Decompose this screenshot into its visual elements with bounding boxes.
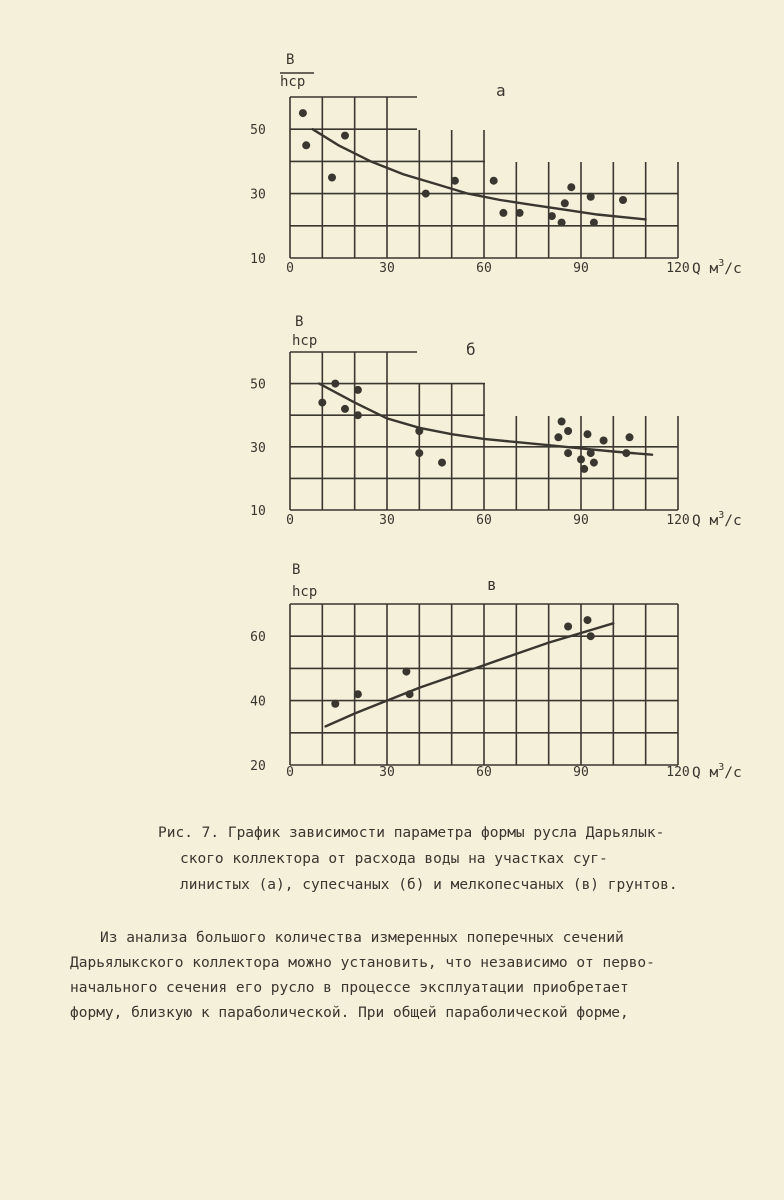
- body-paragraph: [70, 926, 770, 1026]
- data-point: [564, 623, 572, 631]
- x-tick-label: 30: [379, 513, 395, 528]
- data-point: [577, 455, 585, 463]
- caption-line: ского коллектора от расхода воды на участках суг-: [180, 851, 608, 867]
- trend-curve: [326, 623, 614, 726]
- data-point: [490, 177, 498, 185]
- data-point: [558, 418, 566, 426]
- data-point: [499, 209, 507, 217]
- data-point: [302, 141, 310, 149]
- y-tick-label: 10: [250, 504, 266, 519]
- data-point: [318, 399, 326, 407]
- y-axis-label-denominator: hср: [292, 333, 318, 349]
- data-point: [422, 190, 430, 198]
- y-tick-label: 20: [250, 759, 266, 774]
- y-tick-label: 50: [250, 123, 266, 139]
- data-point: [587, 449, 595, 457]
- y-tick-label: 10: [250, 252, 266, 267]
- data-point: [354, 386, 362, 394]
- data-point: [415, 449, 423, 457]
- data-point: [554, 433, 562, 441]
- y-tick-label: 30: [250, 187, 266, 203]
- x-tick-label: 0: [286, 261, 294, 276]
- data-point: [580, 465, 588, 473]
- y-tick-label: 40: [250, 694, 266, 710]
- x-tick-label: 120: [666, 513, 690, 528]
- caption-line: линистых (а), супесчаных (б) и мелкопесчаных (в) грунтов.: [180, 877, 678, 893]
- x-tick-label: 90: [573, 513, 589, 528]
- panel-label: б: [466, 340, 476, 359]
- data-point: [567, 183, 575, 191]
- paragraph-line: форму, близкую к параболической. При общей параболической форме,: [70, 1005, 629, 1021]
- y-axis-label-denominator: hср: [280, 74, 306, 90]
- x-tick-label: 90: [573, 765, 589, 780]
- x-tick-label: 120: [666, 765, 690, 780]
- data-point: [354, 411, 362, 419]
- data-point: [564, 427, 572, 435]
- data-point: [561, 199, 569, 207]
- y-tick-label: 30: [250, 440, 266, 456]
- data-point: [328, 174, 336, 182]
- data-point: [564, 449, 572, 457]
- data-point: [590, 459, 598, 467]
- data-point: [451, 177, 459, 185]
- x-axis-label: Q $м^3/с$: [692, 510, 742, 529]
- x-tick-label: 90: [573, 261, 589, 276]
- y-axis-label-numerator: В: [295, 314, 304, 330]
- data-point: [584, 430, 592, 438]
- panel-label: в: [487, 575, 497, 594]
- data-point: [299, 109, 307, 117]
- paragraph-line: начального сечения его русло в процессе эксплуатации приобретает: [70, 980, 629, 996]
- data-point: [584, 616, 592, 624]
- y-tick-label: 50: [250, 377, 266, 393]
- y-tick-label: 60: [250, 630, 266, 646]
- data-point: [590, 219, 598, 227]
- data-point: [600, 437, 608, 445]
- data-point: [587, 193, 595, 201]
- x-tick-label: 60: [476, 513, 492, 528]
- y-axis-label-numerator: В: [286, 52, 295, 68]
- data-point: [558, 219, 566, 227]
- data-point: [415, 427, 423, 435]
- data-point: [341, 132, 349, 140]
- y-axis-label-numerator: В: [292, 562, 301, 578]
- data-point: [619, 196, 627, 204]
- x-axis-label: Q $м^3/с$: [692, 258, 742, 277]
- data-point: [622, 449, 630, 457]
- data-point: [341, 405, 349, 413]
- data-point: [406, 690, 414, 698]
- figure-caption: [158, 820, 758, 898]
- data-point: [438, 459, 446, 467]
- data-point: [354, 690, 362, 698]
- data-point: [331, 700, 339, 708]
- paragraph-line: Из анализа большого количества измеренных поперечных сечений: [100, 930, 624, 946]
- data-point: [587, 632, 595, 640]
- data-point: [626, 433, 634, 441]
- x-tick-label: 60: [476, 765, 492, 780]
- trend-curve: [313, 129, 646, 219]
- data-point: [516, 209, 524, 217]
- x-tick-label: 0: [286, 513, 294, 528]
- data-point: [331, 380, 339, 388]
- paragraph-line: Дарьялыкского коллектора можно установить, что независимо от перво-: [70, 955, 655, 971]
- x-tick-label: 60: [476, 261, 492, 276]
- x-axis-label: Q $м^3/с$: [692, 762, 742, 781]
- data-point: [548, 212, 556, 220]
- y-axis-label-denominator: hср: [292, 584, 318, 600]
- x-tick-label: 30: [379, 261, 395, 276]
- data-point: [402, 668, 410, 676]
- x-tick-label: 120: [666, 261, 690, 276]
- x-tick-label: 0: [286, 765, 294, 780]
- caption-line: Рис. 7. График зависимости параметра формы русла Дарьялык-: [158, 825, 665, 841]
- x-tick-label: 30: [379, 765, 395, 780]
- panel-label: а: [496, 81, 506, 100]
